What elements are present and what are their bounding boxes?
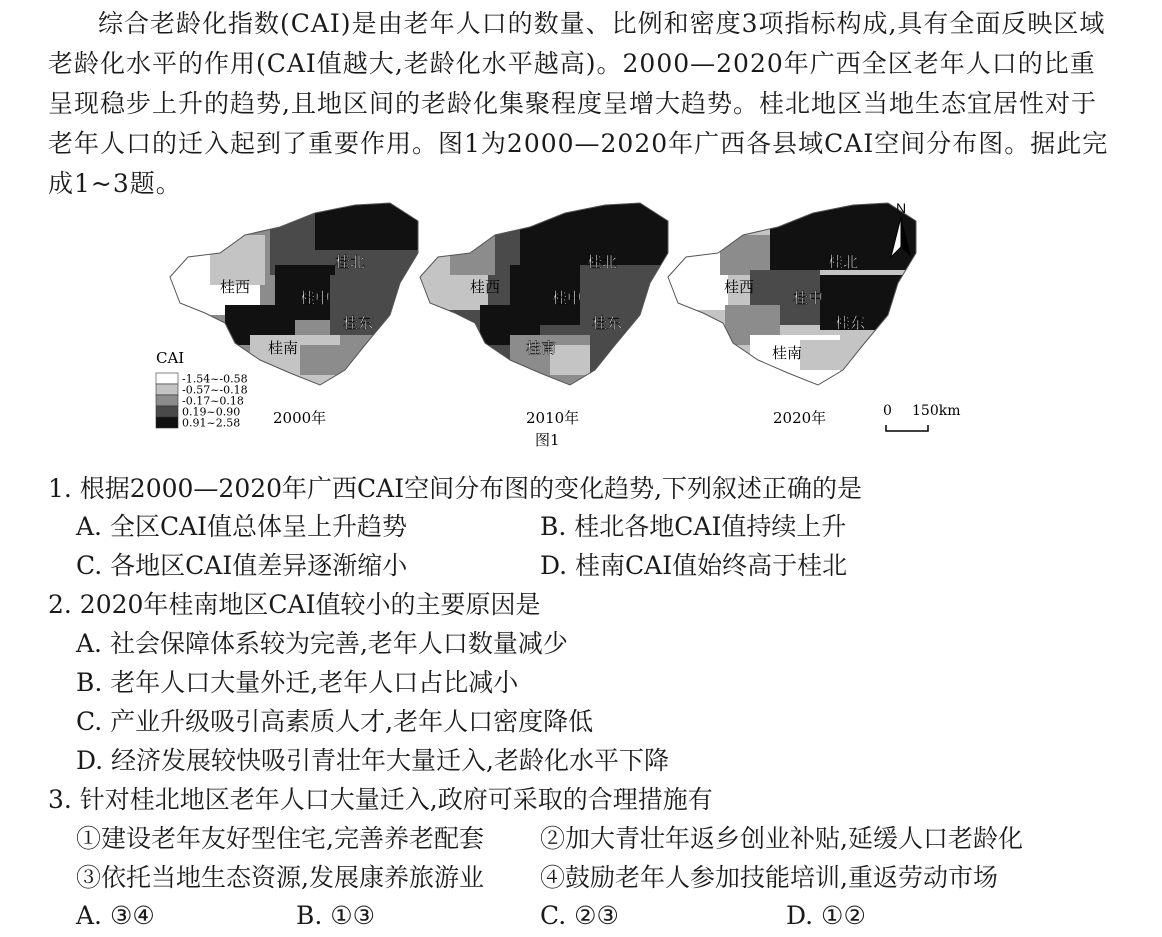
map-2000 — [150, 195, 430, 395]
label-2020-guizhong: 桂中 — [793, 289, 824, 307]
question-3-option-c[interactable]: C. ②③ — [540, 901, 619, 930]
question-2-stem: 2. 2020年桂南地区CAI值较小的主要原因是 — [48, 590, 541, 619]
label-2000-guibei: 桂北 — [335, 253, 366, 271]
question-2-option-d[interactable]: D. 经济发展较快吸引青壮年大量迁入,老龄化水平下降 — [76, 746, 669, 775]
question-2-option-c[interactable]: C. 产业升级吸引高素质人才,老年人口密度降低 — [76, 707, 594, 736]
question-1-stem: 1. 根据2000—2020年广西CAI空间分布图的变化趋势,下列叙述正确的是 — [48, 474, 863, 503]
question-1-option-a[interactable]: A. 全区CAI值总体呈上升趋势 — [76, 512, 408, 541]
legend-swatch-3 — [156, 395, 178, 406]
north-label: N — [896, 200, 907, 216]
legend-label-4: 0.19~0.90 — [182, 405, 241, 419]
question-3-statement-4: ④鼓励老年人参加技能培训,重返劳动市场 — [540, 863, 998, 892]
question-3-option-d[interactable]: D. ①② — [786, 901, 866, 930]
label-2010-guinan: 桂南 — [526, 339, 557, 357]
map-2020 — [650, 195, 930, 395]
question-3-option-a[interactable]: A. ③④ — [76, 901, 155, 930]
cai-maps-svg — [150, 195, 970, 465]
label-2010-guixi: 桂西 — [470, 278, 501, 296]
legend-label-5: 0.91~2.58 — [182, 416, 241, 430]
scale-bar — [883, 403, 960, 431]
question-2-option-a[interactable]: A. 社会保障体系较为完善,老年人口数量减少 — [76, 629, 568, 658]
question-3-stem: 3. 针对桂北地区老年人口大量迁入,政府可采取的合理措施有 — [48, 785, 713, 814]
legend-label-2: -0.57~-0.18 — [182, 383, 248, 397]
scale-zero: 0 — [883, 403, 892, 419]
label-2010-guizhong: 桂中 — [552, 289, 583, 307]
year-2000: 2000年 — [273, 409, 327, 427]
legend-label-1: -1.54~-0.58 — [182, 372, 248, 386]
year-2020: 2020年 — [773, 409, 827, 427]
legend-swatch-5 — [156, 417, 178, 428]
label-2020-guibei: 桂北 — [828, 253, 859, 271]
question-3-statement-1: ①建设老年友好型住宅,完善养老配套 — [76, 824, 484, 853]
legend — [156, 349, 248, 430]
label-2020-guidong: 桂东 — [835, 314, 866, 332]
legend-swatch-2 — [156, 384, 178, 395]
question-3-statement-2: ②加大青壮年返乡创业补贴,延缓人口老龄化 — [540, 824, 1023, 853]
figure-1 — [150, 195, 970, 465]
question-2-option-b[interactable]: B. 老年人口大量外迁,老年人口占比减小 — [76, 668, 519, 697]
legend-title: CAI — [156, 349, 185, 367]
scale-label: 150km — [912, 403, 961, 419]
label-2020-guinan: 桂南 — [772, 344, 803, 362]
question-1-option-b[interactable]: B. 桂北各地CAI值持续上升 — [540, 512, 847, 541]
figure-caption: 图1 — [535, 431, 560, 449]
intro-paragraph: 综合老龄化指数(CAI)是由老年人口的数量、比例和密度3项指标构成,具有全面反映区域老龄化水平的作用(CAI值越大,老龄化水平越高)。2000—2020年广西全区老年人口的比重呈现稳步上升的趋势,且地区间的老龄化集聚程度呈增大趋势。桂北地区当地生态宜居性对于老年人口的迁入起到了重要作用。图1为2000—2020年广西各县域CAI空间分布图。据此完成1~3题。 — [48, 9, 1109, 198]
label-2020-guixi: 桂西 — [724, 278, 755, 296]
legend-label-3: -0.17~0.18 — [182, 394, 244, 408]
question-3-statement-3: ③依托当地生态资源,发展康养旅游业 — [76, 863, 484, 892]
legend-swatch-4 — [156, 406, 178, 417]
year-2010: 2010年 — [526, 409, 580, 427]
question-3-option-b[interactable]: B. ①③ — [296, 901, 376, 930]
question-1-option-c[interactable]: C. 各地区CAI值差异逐渐缩小 — [76, 551, 408, 580]
label-2000-guinan: 桂南 — [268, 339, 299, 357]
label-2010-guidong: 桂东 — [592, 314, 623, 332]
question-1-option-d[interactable]: D. 桂南CAI值始终高于桂北 — [540, 551, 848, 580]
label-2010-guibei: 桂北 — [587, 253, 618, 271]
map-2010 — [400, 195, 680, 395]
label-2000-guixi: 桂西 — [220, 278, 251, 296]
label-2000-guizhong: 桂中 — [300, 289, 331, 307]
legend-swatch-1 — [156, 373, 178, 384]
label-2000-guidong: 桂东 — [343, 314, 374, 332]
